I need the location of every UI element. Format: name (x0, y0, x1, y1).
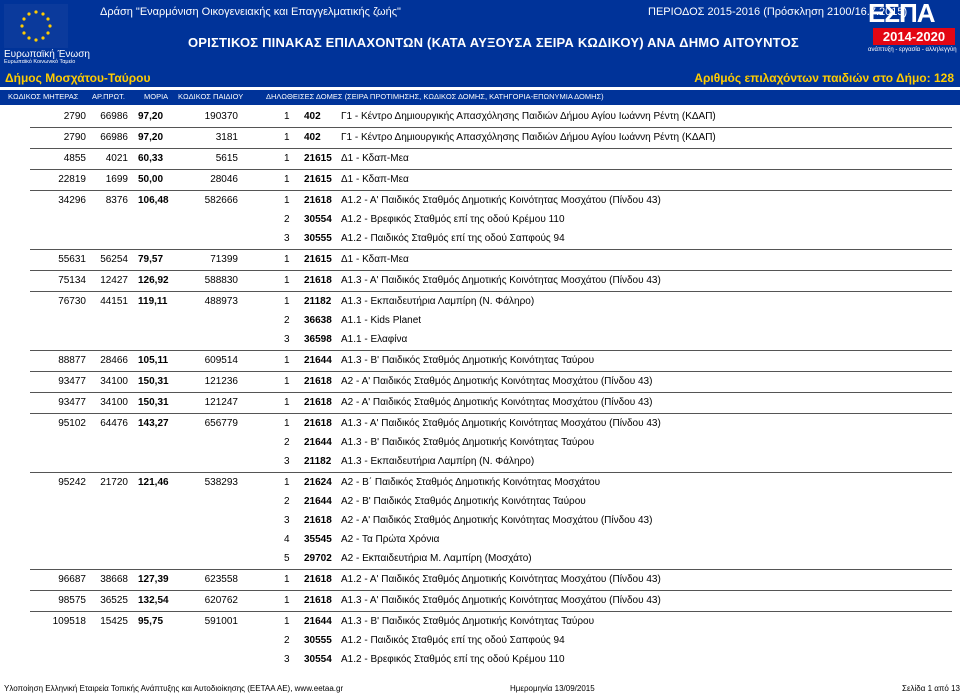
table-row (0, 614, 960, 631)
row-separator (30, 472, 952, 473)
row-separator (30, 148, 952, 149)
cell-structure-code: 21618 (304, 275, 332, 286)
espa-logo: ΕΣΠΑ 2014-2020 ανάπτυξη - εργασία - αλληλεγγύη (868, 0, 957, 53)
cell-mother-code: 2790 (63, 111, 86, 122)
cell-child-code: 588830 (204, 275, 238, 286)
cell-pref-order: 1 (284, 397, 290, 408)
cell-mother-code: 98575 (58, 595, 86, 606)
table-row (0, 193, 960, 210)
cell-score: 143,27 (138, 418, 169, 429)
cell-protocol: 1699 (105, 174, 128, 185)
cell-structure-code: 21644 (304, 616, 332, 627)
cell-child-code: 190370 (204, 111, 238, 122)
cell-child-code: 609514 (204, 355, 238, 366)
row-separator (30, 127, 952, 128)
table-row-continuation (0, 454, 960, 471)
cell-structure-name: Δ1 - Κδαπ-Μεα (341, 254, 409, 265)
cell-score: 50,00 (138, 174, 164, 185)
cell-mother-code: 4855 (63, 153, 86, 164)
row-separator (30, 249, 952, 250)
cell-structure-name: Α2 - Β΄ Παιδικός Σταθμός Δημοτικής Κοινότητας Μοσχάτου (341, 477, 601, 488)
footer-date: Ημερομηνία 13/09/2015 (510, 684, 595, 693)
table-row-continuation (0, 551, 960, 568)
cell-child-code: 582666 (204, 195, 238, 206)
cell-structure-name: Α1.2 - Παιδικός Σταθμός επί της οδού Σαπφούς 94 (341, 635, 565, 646)
cell-child-code: 28046 (210, 174, 238, 185)
cell-protocol: 28466 (100, 355, 128, 366)
col-child-code: ΚΩΔΙΚΟΣ ΠΑΙΔΙΟΥ (178, 92, 244, 101)
row-separator (30, 590, 952, 591)
cell-structure-name: Α1.2 - Βρεφικός Σταθμός επί της οδού Κρέμου 110 (341, 654, 565, 665)
cell-structure-code: 21618 (304, 397, 332, 408)
cell-score: 106,48 (138, 195, 169, 206)
cell-structure-code: 21618 (304, 595, 332, 606)
col-structures: ΔΗΛΩΘΕΙΣΕΣ ΔΟΜΕΣ (ΣΕΙΡΑ ΠΡΟΤΙΜΗΣΗΣ, ΚΩΔΙΚΟΣ ΔΟΜΗΣ, ΚΑΤΗΓΟΡΙΑ-ΕΠΩΝΥΜΙΑ ΔΟΜΗΣ) (266, 92, 604, 101)
cell-pref-order: 3 (284, 233, 290, 244)
cell-pref-order: 1 (284, 296, 290, 307)
cell-protocol: 34100 (100, 397, 128, 408)
cell-protocol: 64476 (100, 418, 128, 429)
cell-structure-code: 21182 (304, 296, 332, 307)
cell-structure-name: Α1.3 - Α' Παιδικός Σταθμός Δημοτικής Κοινότητας Μοσχάτου (Πίνδου 43) (341, 418, 661, 429)
cell-score: 60,33 (138, 153, 164, 164)
row-separator (30, 392, 952, 393)
cell-pref-order: 1 (284, 477, 290, 488)
cell-mother-code: 22819 (58, 174, 86, 185)
table-row (0, 475, 960, 492)
cell-child-code: 488973 (204, 296, 238, 307)
cell-score: 127,39 (138, 574, 169, 585)
cell-mother-code: 93477 (58, 376, 86, 387)
row-separator (30, 413, 952, 414)
cell-protocol: 21720 (100, 477, 128, 488)
cell-protocol: 38668 (100, 574, 128, 585)
cell-structure-name: Α2 - Α' Παιδικός Σταθμός Δημοτικής Κοινότητας Μοσχάτου (Πίνδου 43) (341, 515, 653, 526)
cell-structure-code: 35545 (304, 534, 332, 545)
cell-score: 150,31 (138, 376, 169, 387)
cell-protocol: 8376 (105, 195, 128, 206)
col-score: ΜΟΡΙΑ (144, 92, 169, 101)
cell-structure-name: Γ1 - Κέντρο Δημιουργικής Απασχόλησης Παιδιών Δήμου Αγίου Ιωάννη Ρέντη (ΚΔΑΠ) (341, 132, 716, 143)
cell-protocol: 15425 (100, 616, 128, 627)
cell-score: 126,92 (138, 275, 169, 286)
cell-pref-order: 1 (284, 195, 290, 206)
cell-structure-name: Δ1 - Κδαπ-Μεα (341, 153, 409, 164)
cell-protocol: 66986 (100, 132, 128, 143)
cell-structure-name: Γ1 - Κέντρο Δημιουργικής Απασχόλησης Παιδιών Δήμου Αγίου Ιωάννη Ρέντη (ΚΔΑΠ) (341, 111, 716, 122)
table-row (0, 273, 960, 290)
row-separator (30, 371, 952, 372)
cell-child-code: 623558 (204, 574, 238, 585)
row-separator (30, 611, 952, 612)
cell-mother-code: 2790 (63, 132, 86, 143)
cell-protocol: 66986 (100, 111, 128, 122)
cell-structure-code: 30554 (304, 214, 332, 225)
table-row-continuation (0, 313, 960, 330)
cell-child-code: 121247 (204, 397, 238, 408)
cell-structure-code: 21618 (304, 195, 332, 206)
cell-structure-code: 21182 (304, 456, 332, 467)
accepted-count: Αριθμός επιλαχόντων παιδιών στο Δήμο: 128 (694, 71, 954, 85)
table-row (0, 172, 960, 189)
table-row (0, 593, 960, 610)
cell-score: 119,11 (138, 296, 168, 307)
cell-structure-code: 21644 (304, 437, 332, 448)
row-separator (30, 190, 952, 191)
cell-structure-code: 21618 (304, 418, 332, 429)
cell-score: 132,54 (138, 595, 169, 606)
table-row (0, 416, 960, 433)
cell-pref-order: 5 (284, 553, 290, 564)
eu-subcaption: Ευρωπαϊκό Κοινωνικό Ταμείο (4, 59, 76, 65)
table-row-continuation (0, 652, 960, 669)
cell-mother-code: 55631 (58, 254, 86, 265)
cell-structure-name: Α2 - Β' Παιδικός Σταθμός Δημοτικής Κοινότητας Ταύρου (341, 496, 586, 507)
table-row-continuation (0, 494, 960, 511)
table-row-continuation (0, 532, 960, 549)
row-separator (30, 169, 952, 170)
cell-structure-code: 402 (304, 111, 321, 122)
cell-pref-order: 2 (284, 635, 290, 646)
cell-mother-code: 95102 (58, 418, 86, 429)
table-row (0, 130, 960, 147)
cell-pref-order: 2 (284, 437, 290, 448)
cell-structure-code: 21615 (304, 254, 332, 265)
cell-structure-code: 21624 (304, 477, 332, 488)
cell-pref-order: 3 (284, 334, 290, 345)
row-separator (30, 350, 952, 351)
cell-structure-name: Α1.3 - Β' Παιδικός Σταθμός Δημοτικής Κοινότητας Ταύρου (341, 355, 595, 366)
table-row (0, 374, 960, 391)
cell-structure-code: 29702 (304, 553, 332, 564)
cell-structure-name: Α1.1 - Ελαφίνα (341, 334, 408, 345)
cell-structure-name: Α2 - Α' Παιδικός Σταθμός Δημοτικής Κοινότητας Μοσχάτου (Πίνδου 43) (341, 397, 653, 408)
cell-pref-order: 2 (284, 496, 290, 507)
page-title: ΟΡΙΣΤΙΚΟΣ ΠΙΝΑΚΑΣ ΕΠΙΛΑΧΟΝΤΩΝ (ΚΑΤΑ ΑΥΞΟΥΣΑ ΣΕΙΡΑ ΚΩΔΙΚΟΥ) ΑΝΑ ΔΗΜΟ ΑΙΤΟΥΝΤΟΣ (188, 35, 799, 50)
period-label: ΠΕΡΙΟΔΟΣ 2015-2016 (Πρόσκληση 2100/16.7.2015) (648, 6, 908, 18)
cell-structure-code: 21615 (304, 153, 332, 164)
cell-child-code: 538293 (204, 477, 238, 488)
cell-score: 105,11 (138, 355, 169, 366)
cell-protocol: 56254 (100, 254, 128, 265)
cell-child-code: 5615 (215, 153, 238, 164)
cell-mother-code: 76730 (58, 296, 86, 307)
cell-child-code: 3181 (215, 132, 238, 143)
row-separator (30, 270, 952, 271)
cell-structure-code: 36638 (304, 315, 332, 326)
col-protocol: ΑΡ.ΠΡΩΤ. (92, 92, 125, 101)
cell-structure-code: 30555 (304, 233, 332, 244)
cell-mother-code: 109518 (52, 616, 86, 627)
cell-structure-code: 36598 (304, 334, 332, 345)
footer-credit: Υλοποίηση Ελληνική Εταιρεία Τοπικής Ανάπτυξης και Αυτοδιοίκησης (ΕΕΤΑΑ ΑΕ), www.eetaa.gr (4, 684, 344, 693)
cell-mother-code: 95242 (58, 477, 86, 488)
cell-mother-code: 93477 (58, 397, 86, 408)
cell-pref-order: 1 (284, 574, 290, 585)
cell-score: 79,57 (138, 254, 164, 265)
page-header (0, 0, 960, 87)
cell-pref-order: 1 (284, 254, 290, 265)
table-row-continuation (0, 435, 960, 452)
table-row (0, 252, 960, 269)
cell-pref-order: 1 (284, 174, 290, 185)
cell-pref-order: 3 (284, 456, 290, 467)
cell-mother-code: 88877 (58, 355, 86, 366)
cell-child-code: 656779 (204, 418, 238, 429)
cell-structure-code: 21618 (304, 574, 332, 585)
footer-page: Σελίδα 1 από 13 (902, 684, 960, 693)
table-row (0, 395, 960, 412)
cell-child-code: 591001 (204, 616, 238, 627)
cell-mother-code: 34296 (58, 195, 86, 206)
cell-pref-order: 2 (284, 315, 290, 326)
cell-protocol: 4021 (105, 153, 128, 164)
col-mother-code: ΚΩΔΙΚΟΣ ΜΗΤΕΡΑΣ (8, 92, 79, 101)
cell-structure-name: Α2 - Α' Παιδικός Σταθμός Δημοτικής Κοινότητας Μοσχάτου (Πίνδου 43) (341, 376, 653, 387)
cell-structure-code: 21644 (304, 496, 332, 507)
municipality-name: Δήμος Μοσχάτου-Ταύρου (5, 71, 151, 85)
cell-protocol: 34100 (100, 376, 128, 387)
cell-child-code: 71399 (210, 254, 238, 265)
table-row (0, 151, 960, 168)
cell-pref-order: 1 (284, 595, 290, 606)
cell-structure-code: 21618 (304, 515, 332, 526)
cell-protocol: 12427 (100, 275, 128, 286)
cell-score: 97,20 (138, 111, 164, 122)
cell-score: 150,31 (138, 397, 169, 408)
cell-pref-order: 1 (284, 616, 290, 627)
table-row (0, 572, 960, 589)
cell-structure-name: Α2 - Τα Πρώτα Χρόνια (341, 534, 440, 545)
cell-structure-code: 30554 (304, 654, 332, 665)
cell-pref-order: 1 (284, 418, 290, 429)
cell-structure-name: Δ1 - Κδαπ-Μεα (341, 174, 409, 185)
cell-structure-code: 402 (304, 132, 321, 143)
table-row-continuation (0, 332, 960, 349)
cell-structure-name: Α1.2 - Α' Παιδικός Σταθμός Δημοτικής Κοινότητας Μοσχάτου (Πίνδου 43) (341, 195, 661, 206)
cell-pref-order: 2 (284, 214, 290, 225)
table-row (0, 353, 960, 370)
table-row-continuation (0, 633, 960, 650)
cell-structure-code: 21644 (304, 355, 332, 366)
eu-caption: Ευρωπαϊκή Ένωση (4, 49, 90, 60)
cell-structure-name: Α1.3 - Α' Παιδικός Σταθμός Δημοτικής Κοινότητας Μοσχάτου (Πίνδου 43) (341, 595, 661, 606)
row-separator (30, 569, 952, 570)
cell-pref-order: 3 (284, 654, 290, 665)
cell-structure-name: Α1.3 - Α' Παιδικός Σταθμός Δημοτικής Κοινότητας Μοσχάτου (Πίνδου 43) (341, 275, 661, 286)
cell-structure-name: Α1.2 - Παιδικός Σταθμός επί της οδού Σαπφούς 94 (341, 233, 565, 244)
eu-flag-logo (4, 4, 68, 48)
cell-pref-order: 3 (284, 515, 290, 526)
cell-structure-name: Α1.3 - Εκπαιδευτήρια Λαμπίρη (Ν. Φάληρο) (341, 456, 535, 467)
cell-child-code: 620762 (204, 595, 238, 606)
cell-score: 121,46 (138, 477, 169, 488)
cell-structure-name: Α1.3 - Β' Παιδικός Σταθμός Δημοτικής Κοινότητας Ταύρου (341, 616, 595, 627)
cell-mother-code: 96687 (58, 574, 86, 585)
cell-structure-code: 21618 (304, 376, 332, 387)
cell-structure-name: Α2 - Εκπαιδευτήρια Μ. Λαμπίρη (Μοσχάτο) (341, 553, 532, 564)
cell-score: 95,75 (138, 616, 164, 627)
cell-structure-name: Α1.3 - Εκπαιδευτήρια Λαμπίρη (Ν. Φάληρο) (341, 296, 535, 307)
table-row-continuation (0, 231, 960, 248)
cell-mother-code: 75134 (58, 275, 86, 286)
table-header (0, 90, 960, 105)
cell-protocol: 36525 (100, 595, 128, 606)
cell-pref-order: 1 (284, 153, 290, 164)
table-row-continuation (0, 212, 960, 229)
cell-pref-order: 1 (284, 132, 290, 143)
table-row-continuation (0, 513, 960, 530)
cell-structure-name: Α1.3 - Β' Παιδικός Σταθμός Δημοτικής Κοινότητας Ταύρου (341, 437, 595, 448)
table-row (0, 294, 960, 311)
cell-structure-name: Α1.2 - Βρεφικός Σταθμός επί της οδού Κρέμου 110 (341, 214, 565, 225)
cell-structure-code: 21615 (304, 174, 332, 185)
cell-pref-order: 1 (284, 275, 290, 286)
cell-pref-order: 1 (284, 355, 290, 366)
cell-pref-order: 4 (284, 534, 290, 545)
cell-pref-order: 1 (284, 111, 290, 122)
cell-structure-code: 30555 (304, 635, 332, 646)
row-separator (30, 291, 952, 292)
cell-structure-name: Α1.2 - Α' Παιδικός Σταθμός Δημοτικής Κοινότητας Μοσχάτου (Πίνδου 43) (341, 574, 661, 585)
cell-child-code: 121236 (204, 376, 238, 387)
cell-structure-name: Α1.1 - Kids Planet (341, 315, 422, 326)
cell-protocol: 44151 (100, 296, 128, 307)
program-title: Δράση "Εναρμόνιση Οικογενειακής και Επαγγελματικής ζωής" (100, 6, 401, 18)
cell-pref-order: 1 (284, 376, 290, 387)
table-row (0, 109, 960, 126)
cell-score: 97,20 (138, 132, 164, 143)
